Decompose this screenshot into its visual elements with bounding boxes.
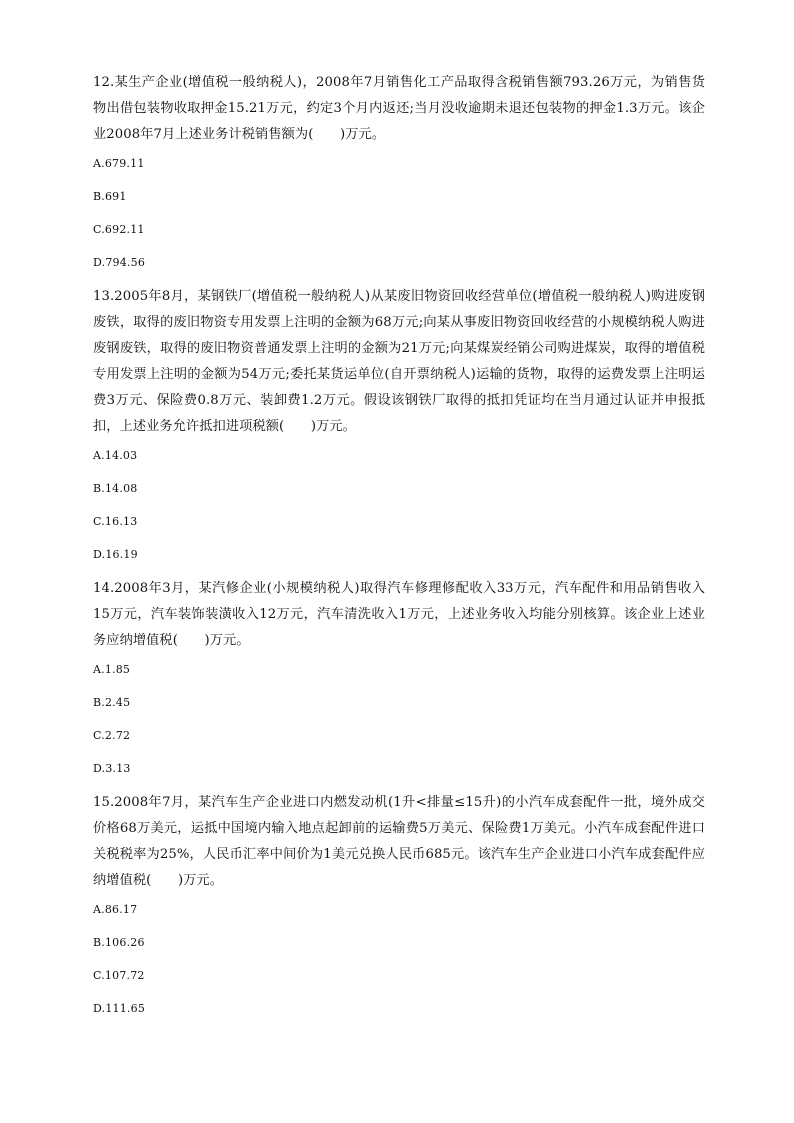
- question-13: [93, 284, 705, 564]
- question-15: [93, 790, 705, 1018]
- option-c: C.692.11: [93, 223, 145, 236]
- document-page: [93, 70, 705, 1033]
- question-stem: 12.某生产企业(增值税一般纳税人)，2008年7月销售化工产品取得含税销售额793.26万元，为销售货物出借包装物收取押金15.21万元，约定3个月内返还;当月没收逾期未退还包装物的押金1.3万元。该企业2008年7月上述业务计税销售额为( )万元。: [93, 75, 705, 142]
- question-14: [93, 576, 705, 778]
- question-stem: 14.2008年3月，某汽修企业(小规模纳税人)取得汽车修理修配收入33万元，汽车配件和用品销售收入15万元，汽车装饰装潢收入12万元，汽车清洗收入1万元，上述业务收入均能分别核算。该企业上述业务应纳增值税( )万元。: [93, 581, 705, 648]
- question-stem: 13.2005年8月，某钢铁厂(增值税一般纳税人)从某废旧物资回收经营单位(增值税一般纳税人)购进废钢废铁，取得的废旧物资专用发票上注明的金额为68万元;向某从事废旧物资回收经营的小规模纳税人购进废钢废铁，取得的废旧物资普通发票上注明的金额为21万元;向某煤炭经销公司购进煤炭，取得的增值税专用发票上注明的金额为54万元;委托某货运单位(自开票纳税人)运输的货物，取得的运费发票上注明运费3万元、保险费0.8万元、装卸费1.2万元。假设该钢铁厂取得的抵扣凭证均在当月通过认证并申报抵扣，上述业务允许抵扣进项税额( )万元。: [93, 289, 705, 434]
- option-b: B.106.26: [93, 936, 145, 949]
- question-12: [93, 70, 705, 272]
- option-a: A.679.11: [93, 157, 145, 170]
- question-stem: 15.2008年7月，某汽车生产企业进口内燃发动机(1升<排量≤15升)的小汽车成套配件一批，境外成交价格68万美元，运抵中国境内输入地点起卸前的运输费5万美元、保险费1万美元。小汽车成套配件进口关税税率为25%，人民币汇率中间价为1美元兑换人民币685元。该汽车生产企业进口小汽车成套配件应纳增值税( )万元。: [93, 795, 705, 888]
- option-c: C.2.72: [93, 729, 131, 742]
- option-b: B.691: [93, 190, 127, 203]
- option-a: A.1.85: [93, 663, 131, 676]
- option-c: C.107.72: [93, 969, 145, 982]
- option-d: D.3.13: [93, 762, 131, 775]
- option-d: D.111.65: [93, 1002, 146, 1015]
- option-b: B.2.45: [93, 696, 131, 709]
- option-d: D.794.56: [93, 256, 146, 269]
- option-c: C.16.13: [93, 515, 138, 528]
- option-b: B.14.08: [93, 482, 138, 495]
- option-a: A.86.17: [93, 903, 138, 916]
- option-d: D.16.19: [93, 548, 138, 561]
- option-a: A.14.03: [93, 449, 138, 462]
